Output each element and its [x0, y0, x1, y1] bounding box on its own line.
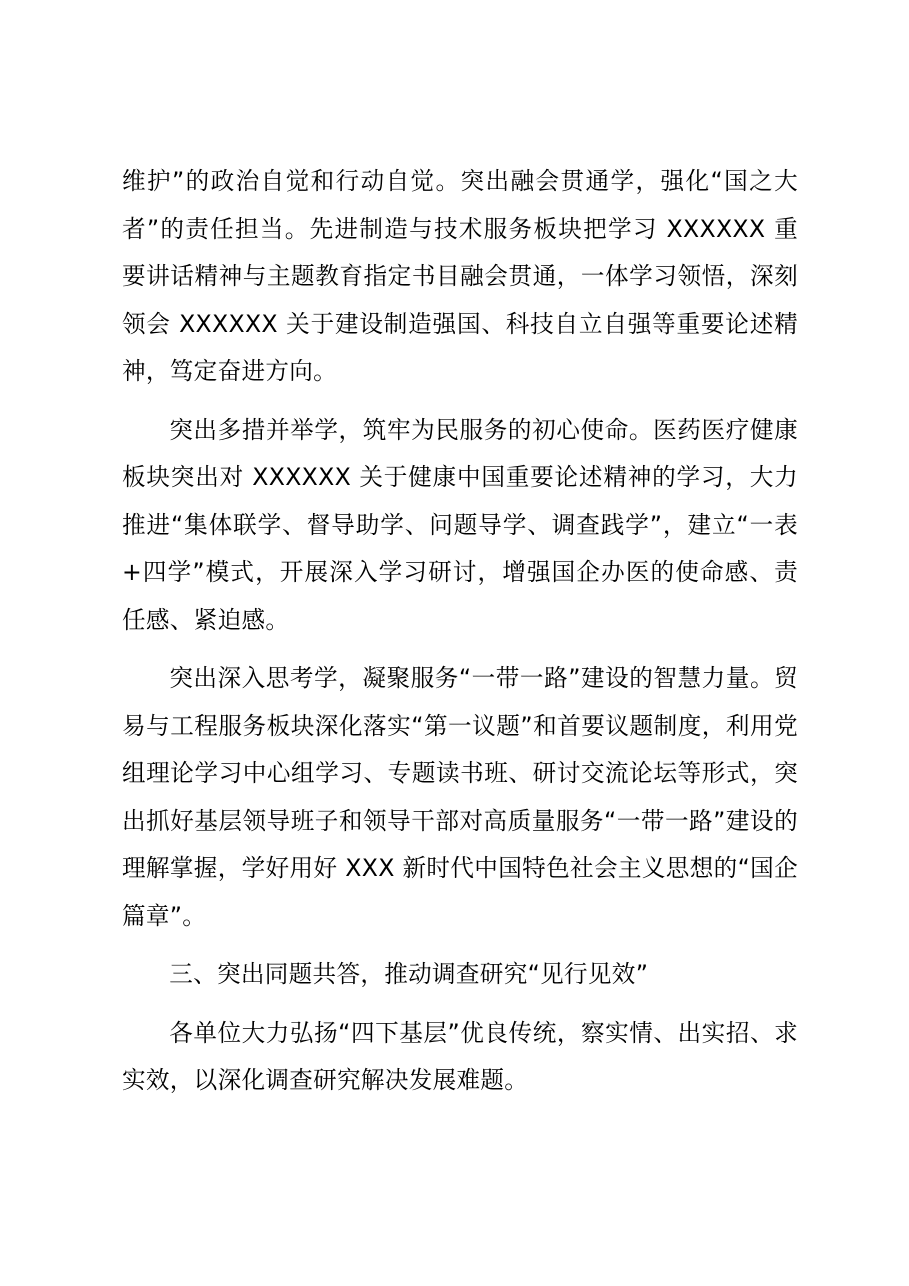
section-heading-3: 三、突出同题共答，推动调查研究“见行见效”	[169, 960, 649, 988]
paragraph-continued: 维护”的政治自觉和行动自觉。突出融会贯通学，强化“国之大者”的责任担当。先进制造与技术服务板块把学习 XXXXXX 重要讲话精神与主题教育指定书目融会贯通，一体学习领悟，深刻领会 XXXXXX 关于建设制造强国、科技自立自强等重要论述精神，笃定奋进方向。	[122, 167, 798, 385]
document-body	[122, 158, 798, 1116]
paragraph-research: 各单位大力弘扬“四下基层”优良传统，察实情、出实招、求实效，以深化调查研究解决发展难题。	[122, 1018, 798, 1094]
paragraph-belt-and-road: 突出深入思考学，凝聚服务“一带一路”建设的智慧力量。贸易与工程服务板块深化落实“第一议题”和首要议题制度，利用党组理论学习中心组学习、专题读书班、研讨交流论坛等形式，突出抓好基层领导班子和领导干部对高质量服务“一带一路”建设的理解掌握，学好用好 XXX 新时代中国特色社会主义思想的“国企篇章”。	[122, 664, 798, 930]
paragraph-medical-health: 突出多措并举学，筑牢为民服务的初心使命。医药医疗健康板块突出对 XXXXXX 关于健康中国重要论述精神的学习，大力推进“集体联学、督导助学、问题导学、调查践学”，建立“一表+四学”模式，开展深入学习研讨，增强国企办医的使命感、责任感、紧迫感。	[122, 415, 798, 634]
